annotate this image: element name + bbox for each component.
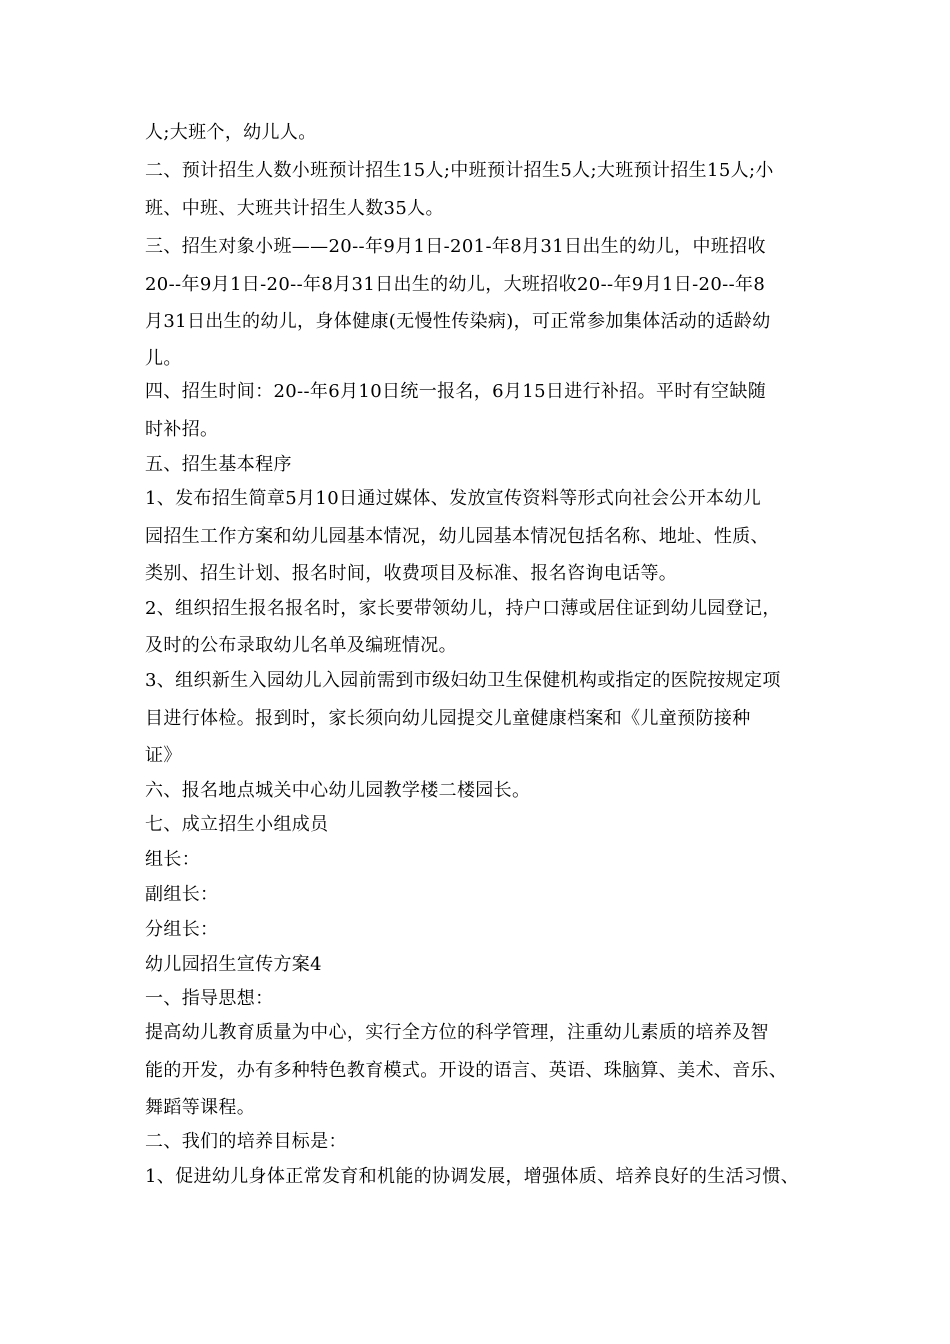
text-line: 及时的公布录取幼儿名单及编班情况。 [145, 635, 457, 656]
text-line: 班、中班、大班共计招生人数35人。 [145, 198, 444, 219]
text-line: 能的开发，办有多种特色教育模式。开设的语言、英语、珠脑算、美术、音乐、 [145, 1060, 788, 1081]
section-heading: 五、招生基本程序 [145, 454, 292, 475]
text-line: 分组长： [145, 919, 219, 940]
text-line: 目进行体检。报到时，家长须向幼儿园提交儿童健康档案和《儿童预防接种 [145, 708, 751, 729]
text-line: 组长： [145, 849, 201, 870]
text-line: 二、预计招生人数小班预计招生15人;中班预计招生5人;大班预计招生15人;小 [145, 160, 774, 181]
text-line: 三、招生对象小班——20--年9月1日-201-年8月31日出生的幼儿，中班招收 [145, 236, 766, 257]
text-line: 儿。 [145, 348, 182, 369]
text-line: 舞蹈等课程。 [145, 1097, 256, 1118]
text-line: 提高幼儿教育质量为中心，实行全方位的科学管理，注重幼儿素质的培养及智 [145, 1022, 769, 1043]
text-line: 证》 [145, 745, 182, 766]
text-line: 副组长： [145, 884, 219, 905]
text-line: 月31日出生的幼儿，身体健康(无慢性传染病)，可正常参加集体活动的适龄幼 [145, 311, 771, 332]
text-line: 1、促进幼儿身体正常发育和机能的协调发展，增强体质、培养良好的生活习惯、 [145, 1166, 800, 1187]
text-line: 20--年9月1日-20--年8月31日出生的幼儿，大班招收20--年9月1日-20--年8 [145, 274, 766, 295]
section-heading: 一、指导思想： [145, 988, 274, 1009]
text-line: 四、招生时间：20--年6月10日统一报名，6月15日进行补招。平时有空缺随 [145, 381, 767, 402]
text-line: 六、报名地点城关中心幼儿园教学楼二楼园长。 [145, 780, 531, 801]
text-line: 3、组织新生入园幼儿入园前需到市级妇幼卫生保健机构或指定的医院按规定项 [145, 670, 781, 691]
text-line: 类别、招生计划、报名时间，收费项目及标准、报名咨询电话等。 [145, 563, 678, 584]
section-heading: 七、成立招生小组成员 [145, 814, 329, 835]
text-line: 1、发布招生简章5月10日通过媒体、发放宣传资料等形式向社会公开本幼儿 [145, 488, 762, 509]
text-line: 2、组织招生报名报名时，家长要带领幼儿，持户口薄或居住证到幼儿园登记， [145, 598, 781, 619]
section-heading: 二、我们的培养目标是： [145, 1131, 347, 1152]
text-line: 人;大班个，幼儿人。 [145, 122, 317, 143]
document-subtitle: 幼儿园招生宣传方案4 [145, 954, 322, 975]
text-line: 时补招。 [145, 419, 219, 440]
text-line: 园招生工作方案和幼儿园基本情况，幼儿园基本情况包括名称、地址、性质、 [145, 526, 769, 547]
